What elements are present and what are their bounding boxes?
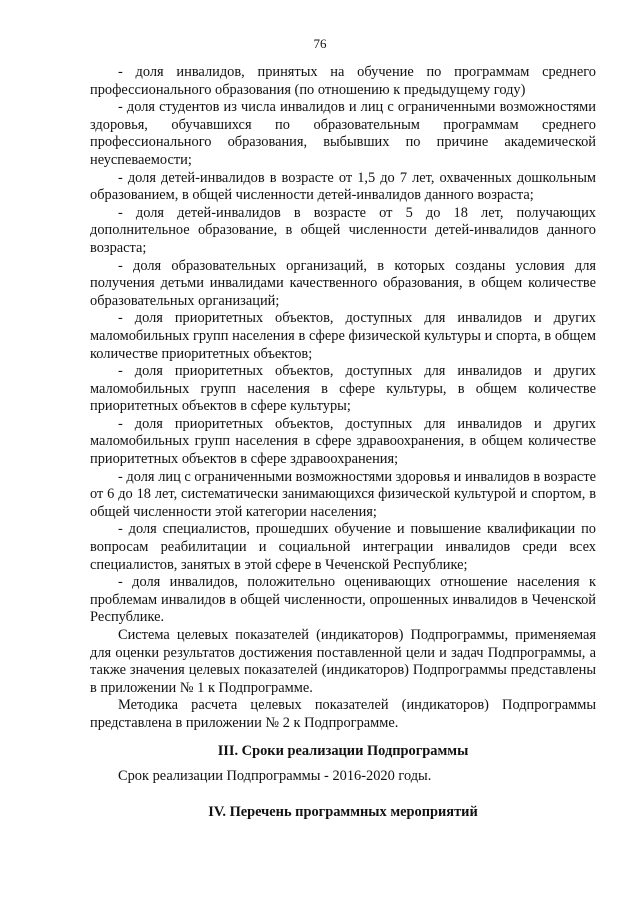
page-number: 76 [313,36,327,51]
indicator-paragraph: - доля приоритетных объектов, доступных для инвалидов и других маломобильных групп населения в сфере здравоохранения, в общем количестве приоритетных объектов в сфере здравоохранения; [90,415,596,468]
indicator-paragraph: - доля инвалидов, принятых на обучение по программам среднего профессионального образования (по отношению к предыдущему году) [90,64,596,98]
section-heading-activities: IV. Перечень программных мероприятий [208,803,478,820]
indicator-system-paragraph: Система целевых показателей (индикаторов) Подпрограммы, применяемая для оценки результатов достижения поставленной цели и задач Подпрограммы, а также значения целевых показателей (индикаторов) Подпрограммы представлены в приложении № 1 к Подпрограмме. [90,627,596,696]
indicator-paragraph: - доля приоритетных объектов, доступных для инвалидов и других маломобильных групп населения в сфере культуры, в общем количестве приоритетных объектов в сфере культуры; [90,363,596,415]
indicator-paragraph: - доля детей-инвалидов в возрасте от 5 до 18 лет, получающих дополнительное образование, в общей численности детей-инвалидов данного возраста; [90,204,596,256]
timeline-paragraph: Срок реализации Подпрограммы - 2016-2020 годы. [118,768,432,785]
indicator-paragraph: - доля инвалидов, положительно оценивающих отношение населения к проблемам инвалидов в общей численности, опрошенных инвалидов в Чеченской Республике. [90,574,596,626]
document-body [90,64,596,821]
indicator-paragraph: - доля специалистов, прошедших обучение и повышение квалификации по вопросам реабилитации и социальной интеграции инвалидов среди всех специалистов, занятых в этой сфере в Чеченской Республике; [90,521,596,573]
section-heading-timeline: III. Сроки реализации Подпрограммы [217,742,469,759]
methodology-paragraph: Методика расчета целевых показателей (индикаторов) Подпрограммы представлена в приложении № 2 к Подпрограмме. [90,697,596,731]
indicator-paragraph: - доля приоритетных объектов, доступных для инвалидов и других маломобильных групп населения в сфере физической культуры и спорта, в общем количестве приоритетных объектов; [90,310,596,362]
indicator-paragraph: - доля образовательных организаций, в которых созданы условия для получения детьми инвалидами качественного образования, в общем количестве образовательных организаций; [90,257,596,309]
indicator-paragraph: - доля лиц с ограниченными возможностями здоровья и инвалидов в возрасте от 6 до 18 лет, систематически занимающихся физической культурой и спортом, в общей численности этой категории населения; [90,468,596,520]
indicator-paragraph: - доля детей-инвалидов в возрасте от 1,5 до 7 лет, охваченных дошкольным образованием, в общей численности детей-инвалидов данного возраста; [90,169,596,204]
indicator-paragraph: - доля студентов из числа инвалидов и лиц с ограниченными возможностями здоровья, обучавшихся по образовательным программам среднего профессионального образования, выбывших по причине академической неуспеваемости; [90,99,596,168]
